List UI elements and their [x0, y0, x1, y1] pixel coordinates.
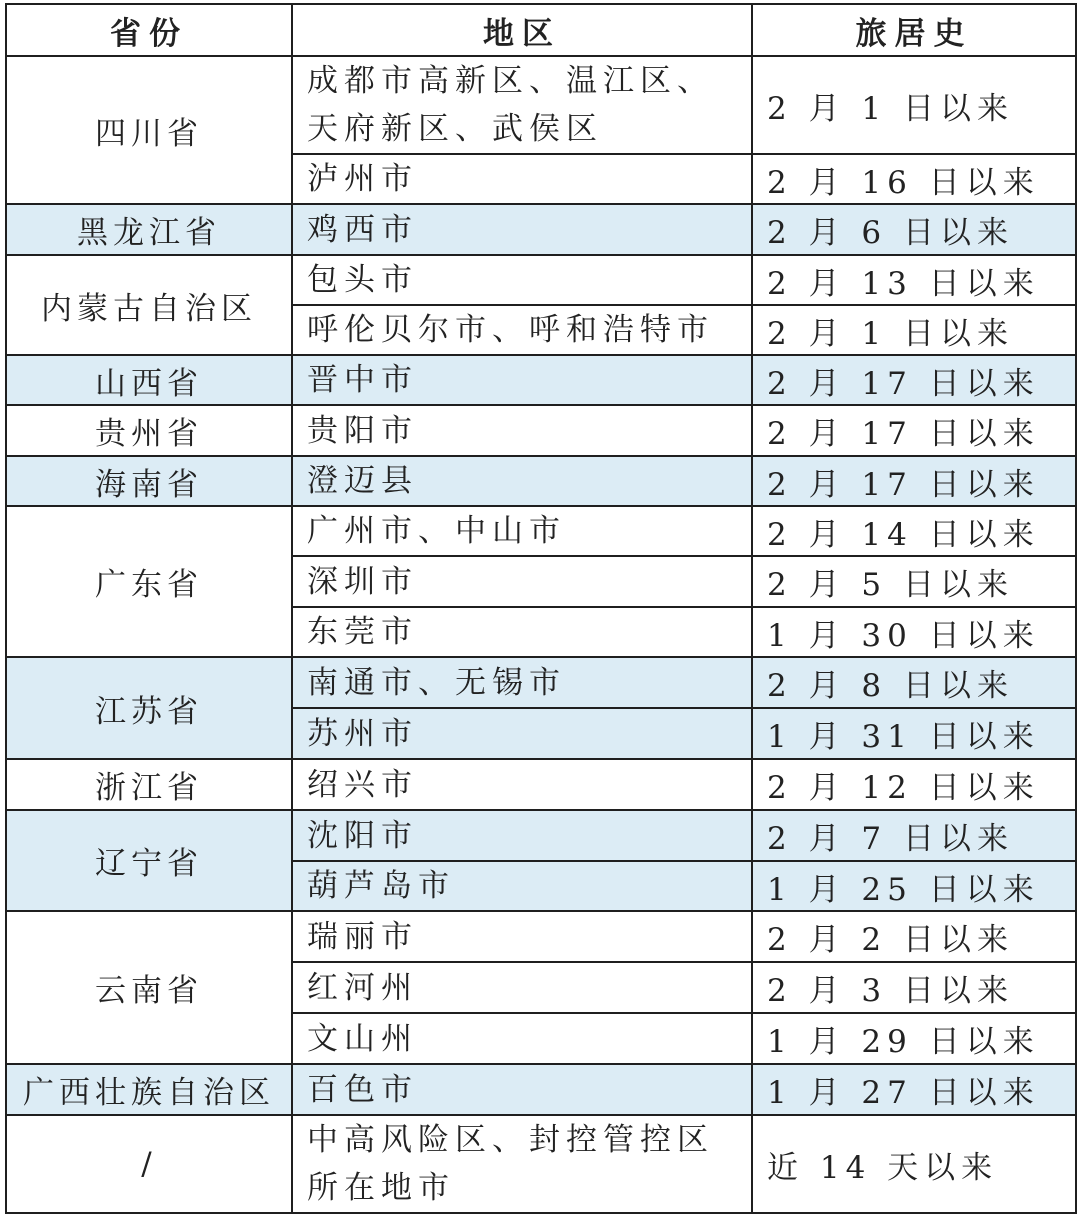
region-cell: 红河州 [292, 962, 752, 1013]
table-row [6, 255, 1076, 305]
province-cell: 四川省 [6, 56, 292, 204]
history-cell: 2 月 16 日以来 [752, 154, 1076, 204]
province-cell: 浙江省 [6, 759, 292, 810]
table-row [6, 355, 1076, 405]
history-cell: 近 14 天以来 [752, 1115, 1076, 1213]
region-cell: 百色市 [292, 1064, 752, 1115]
province-cell: 云南省 [6, 911, 292, 1064]
history-cell: 2 月 17 日以来 [752, 405, 1076, 456]
province-cell: 贵州省 [6, 405, 292, 456]
history-cell: 2 月 1 日以来 [752, 305, 1076, 355]
history-cell: 2 月 3 日以来 [752, 962, 1076, 1013]
table-row [6, 56, 1076, 154]
history-cell: 2 月 12 日以来 [752, 759, 1076, 810]
region-cell: 瑞丽市 [292, 911, 752, 962]
province-cell: 广西壮族自治区 [6, 1064, 292, 1115]
table-row [6, 1115, 1076, 1213]
history-cell: 2 月 1 日以来 [752, 56, 1076, 154]
region-cell: 苏州市 [292, 708, 752, 759]
province-cell: 黑龙江省 [6, 204, 292, 255]
history-cell: 2 月 5 日以来 [752, 556, 1076, 607]
region-cell: 广州市、中山市 [292, 506, 752, 556]
history-cell: 2 月 13 日以来 [752, 255, 1076, 305]
table-row [6, 1064, 1076, 1115]
history-cell: 2 月 7 日以来 [752, 810, 1076, 861]
province-cell: 江苏省 [6, 657, 292, 759]
table-row [6, 911, 1076, 962]
history-cell: 1 月 29 日以来 [752, 1013, 1076, 1064]
header-province: 省份 [6, 4, 292, 56]
table-row [6, 456, 1076, 506]
history-cell: 1 月 27 日以来 [752, 1064, 1076, 1115]
region-line: 天府新区、武侯区 [307, 111, 603, 147]
history-cell: 2 月 2 日以来 [752, 911, 1076, 962]
region-cell: 东莞市 [292, 607, 752, 657]
region-line: 所在地市 [307, 1170, 455, 1206]
region-cell [292, 56, 752, 154]
region-cell: 葫芦岛市 [292, 861, 752, 911]
region-cell: 泸州市 [292, 154, 752, 204]
table-row [6, 759, 1076, 810]
header-row [6, 4, 1076, 56]
region-cell: 绍兴市 [292, 759, 752, 810]
region-cell: 深圳市 [292, 556, 752, 607]
history-cell: 2 月 17 日以来 [752, 355, 1076, 405]
history-cell: 1 月 30 日以来 [752, 607, 1076, 657]
region-cell: 鸡西市 [292, 204, 752, 255]
table-row [6, 810, 1076, 861]
region-cell: 贵阳市 [292, 405, 752, 456]
history-cell: 1 月 25 日以来 [752, 861, 1076, 911]
table-row [6, 657, 1076, 708]
region-cell [292, 1115, 752, 1213]
table-row [6, 506, 1076, 556]
header-history: 旅居史 [752, 4, 1076, 56]
region-cell: 澄迈县 [292, 456, 752, 506]
region-cell: 包头市 [292, 255, 752, 305]
province-cell: 辽宁省 [6, 810, 292, 911]
region-cell: 呼伦贝尔市、呼和浩特市 [292, 305, 752, 355]
header-region: 地区 [292, 4, 752, 56]
province-cell: / [6, 1115, 292, 1213]
history-cell: 2 月 17 日以来 [752, 456, 1076, 506]
region-cell: 南通市、无锡市 [292, 657, 752, 708]
region-cell: 文山州 [292, 1013, 752, 1064]
table-row [6, 405, 1076, 456]
province-cell: 山西省 [6, 355, 292, 405]
history-cell: 2 月 6 日以来 [752, 204, 1076, 255]
history-cell: 1 月 31 日以来 [752, 708, 1076, 759]
region-cell: 沈阳市 [292, 810, 752, 861]
province-cell: 海南省 [6, 456, 292, 506]
region-line: 中高风险区、封控管控区 [307, 1122, 714, 1158]
province-cell: 内蒙古自治区 [6, 255, 292, 355]
region-line: 成都市高新区、温江区、 [307, 63, 714, 99]
travel-history-table [5, 3, 1077, 1214]
history-cell: 2 月 14 日以来 [752, 506, 1076, 556]
history-cell: 2 月 8 日以来 [752, 657, 1076, 708]
table-row [6, 204, 1076, 255]
province-cell: 广东省 [6, 506, 292, 657]
region-cell: 晋中市 [292, 355, 752, 405]
